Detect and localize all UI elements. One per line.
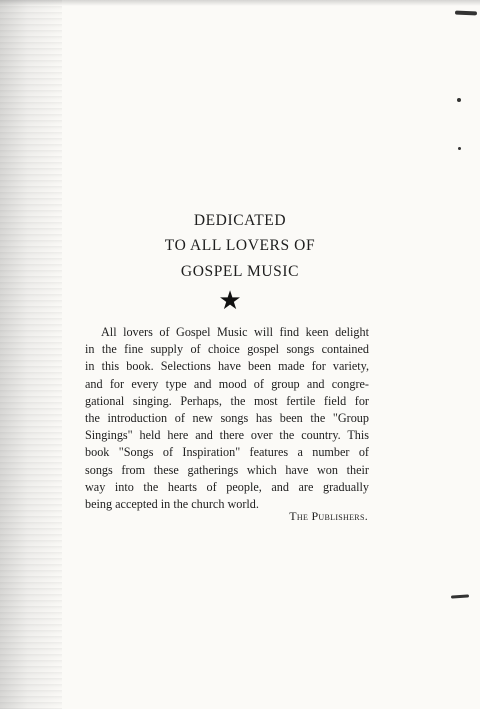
paragraph-line: being accepted in the church world.	[85, 497, 259, 512]
binding-edge-shadow	[0, 0, 62, 709]
scan-speck	[457, 98, 461, 102]
dedication-heading-line-3: GOSPEL MUSIC	[180, 263, 300, 280]
paragraph-line: and for every type and mood of group and congre-	[85, 376, 369, 391]
top-edge-shadow	[0, 0, 480, 6]
paragraph-line: in the fine supply of choice gospel songs contained	[85, 342, 369, 357]
scan-mark	[451, 594, 469, 598]
publisher-signature: The Publishers.	[289, 509, 368, 523]
paragraph-line: songs from these gatherings which have won their	[85, 462, 369, 477]
paragraph-line: way into the hearts of people, and are gradually	[85, 479, 369, 494]
scan-speck	[458, 147, 461, 150]
paragraph-line: in this book. Selections have been made for variety,	[85, 359, 369, 374]
dedication-paragraph	[85, 324, 369, 513]
dedication-heading-line-1: DEDICATED	[193, 212, 287, 229]
paragraph-line: gational singing. Perhaps, the most fertile field for	[85, 393, 369, 408]
paragraph-line: the introduction of new songs has been the "Group	[85, 411, 369, 426]
paragraph-line: All lovers of Gospel Music will find keen delight	[101, 325, 369, 339]
paragraph-line: Singings" held here and there over the country. This	[85, 428, 369, 443]
dedication-heading-line-2: TO ALL LOVERS OF	[164, 237, 316, 254]
star-icon: ★	[218, 286, 242, 315]
scan-mark	[455, 11, 477, 16]
paragraph-line: book "Songs of Inspiration" features a number of	[85, 445, 369, 460]
